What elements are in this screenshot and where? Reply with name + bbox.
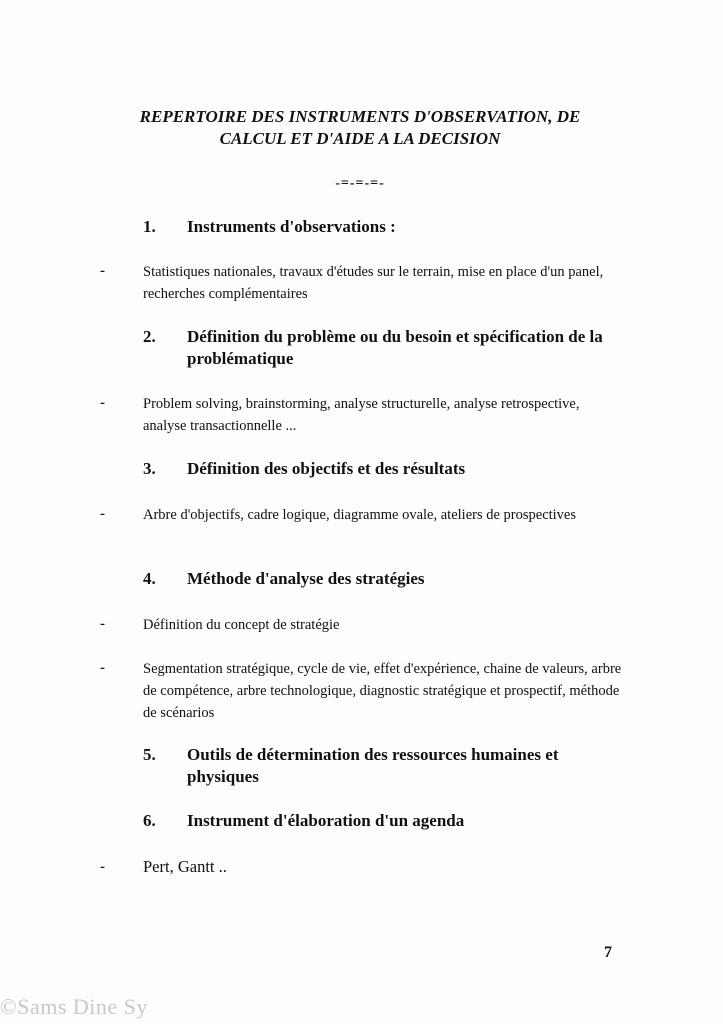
bullet-dash: - [100, 660, 105, 676]
page-number: 7 [604, 944, 612, 961]
list-item: Statistiques nationales, travaux d'études sur le terrain, mise en place d'un panel, recherches complémentaires [143, 264, 604, 302]
bullet-dash: - [100, 395, 105, 411]
section-heading-6 [143, 810, 623, 832]
title-line-1: REPERTOIRE DES INSTRUMENTS D'OBSERVATION, DE [139, 107, 581, 126]
section-heading-5 [143, 744, 623, 788]
section-number: 2. [143, 327, 156, 346]
section-heading-4 [143, 568, 623, 590]
section-heading-2 [143, 326, 623, 370]
list-item: Arbre d'objectifs, cadre logique, diagramme ovale, ateliers de prospectives [143, 507, 577, 523]
title-divider: -=-=-=- [335, 176, 385, 191]
section-heading-1 [143, 216, 623, 238]
section-title: Outils de détermination des ressources humaines et physiques [187, 745, 559, 786]
section-number: 4. [143, 569, 156, 588]
section-title: Instrument d'élaboration d'un agenda [187, 811, 465, 830]
bullet-dash: - [100, 506, 105, 522]
list-item: Pert, Gantt .. [143, 857, 227, 876]
section-title: Instruments d'observations : [187, 217, 396, 236]
bullet-dash: - [100, 859, 105, 875]
section-title: Définition des objectifs et des résultats [187, 459, 466, 478]
section-title: Définition du problème ou du besoin et spécification de la problématique [187, 327, 603, 368]
document-title [100, 106, 620, 150]
section-heading-3 [143, 458, 623, 480]
list-item: Définition du concept de stratégie [143, 617, 340, 633]
section-title: Méthode d'analyse des stratégies [187, 569, 425, 588]
section-number: 5. [143, 745, 156, 764]
title-line-2: CALCUL ET D'AIDE A LA DECISION [219, 129, 501, 148]
list-item: Problem solving, brainstorming, analyse structurelle, analyse retrospective, analyse transactionnelle ... [143, 396, 580, 434]
list-item: Segmentation stratégique, cycle de vie, effet d'expérience, chaine de valeurs, arbre de compétence, arbre technologique, diagnostic stratégique et prospectif, méthode de scénarios [143, 661, 622, 721]
section-number: 6. [143, 811, 156, 830]
section-number: 3. [143, 459, 156, 478]
bullet-dash: - [100, 616, 105, 632]
watermark: ©Sams Dine Sy [0, 994, 148, 1019]
section-number: 1. [143, 217, 156, 236]
bullet-dash: - [100, 263, 105, 279]
